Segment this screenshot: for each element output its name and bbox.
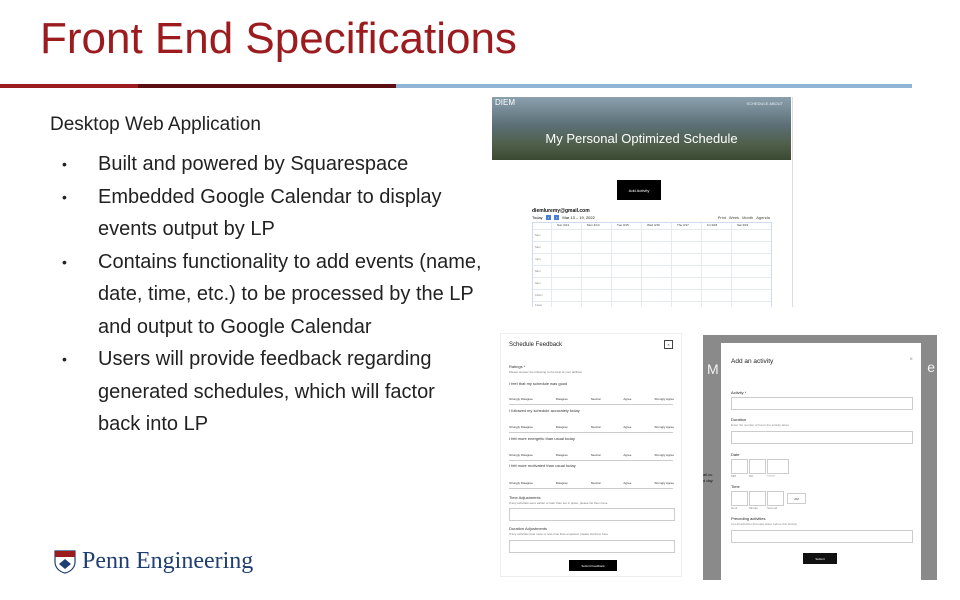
grid-line: [671, 223, 672, 307]
rating-option[interactable]: Strongly Agree: [654, 481, 674, 485]
preceding-hint: List all activities that take place before this activity: [731, 522, 798, 526]
rating-option[interactable]: Agree: [623, 425, 632, 429]
bullet-text: Built and powered by Squarespace: [98, 153, 409, 175]
question-label: I feel that my schedule was good: [509, 381, 568, 386]
rating-option[interactable]: Strongly Agree: [654, 453, 674, 457]
rating-option[interactable]: Strongly Disagree: [509, 425, 533, 429]
rating-option[interactable]: Disagree: [555, 397, 568, 401]
activity-input[interactable]: [731, 397, 913, 410]
hour-label: 5am: [535, 233, 541, 237]
view-print[interactable]: Print: [717, 215, 726, 220]
question-label: I felt more motivated than usual today: [509, 463, 576, 468]
feedback-form-screenshot: [500, 333, 682, 577]
divider: [509, 460, 673, 461]
day-header: Sun 3/13: [557, 223, 570, 227]
time-adjustments-input[interactable]: [509, 508, 675, 521]
divider: [509, 432, 673, 433]
hour-label: 11am: [535, 303, 543, 307]
rating-options: [509, 481, 674, 485]
site-nav[interactable]: SCHEDULE ABOUT: [746, 101, 783, 106]
bullet-marker: •: [62, 253, 67, 270]
bullet-item: [62, 181, 482, 246]
grid-line: [533, 241, 771, 242]
day-header: Mon 3/14: [587, 223, 600, 227]
hero-heading: My Personal Optimized Schedule: [545, 131, 738, 146]
duration-adjustments-input[interactable]: [509, 540, 675, 553]
penn-shield-icon: [54, 550, 76, 574]
grid-line: [533, 265, 771, 266]
rating-option[interactable]: Strongly Agree: [654, 425, 674, 429]
date-year-input[interactable]: [767, 459, 789, 474]
calendar-email: diemluremy@gmail.com: [532, 208, 590, 214]
time-adjustments-label: Time Adjustments: [509, 495, 541, 500]
rating-option[interactable]: Strongly Disagree: [509, 481, 533, 485]
duration-adjustments-label: Duration Adjustments: [509, 526, 548, 531]
date-range: Mar 13 – 19, 2022: [562, 215, 595, 220]
rating-options: [509, 425, 674, 429]
rating-option[interactable]: Agree: [623, 453, 632, 457]
day-header: Wed 3/16: [647, 223, 660, 227]
penn-engineering-logo: [54, 548, 253, 575]
modal-title: Add an activity: [731, 358, 774, 365]
hour-label: 10am: [535, 293, 543, 297]
view-week[interactable]: Week: [728, 215, 740, 220]
bullet-item: [62, 148, 482, 181]
time-minute-caption: Minute: [749, 506, 759, 510]
rating-option[interactable]: Disagree: [555, 425, 568, 429]
ratings-hint: Please answer the following to the best of your abilities: [509, 370, 582, 374]
calendar-nav: [532, 215, 595, 220]
hour-label: 8am: [535, 269, 541, 273]
calendar-grid: [532, 222, 772, 307]
next-week-button[interactable]: ›: [556, 215, 558, 220]
time-second-caption: Second: [767, 506, 778, 510]
add-activity-modal-screenshot: [703, 335, 937, 580]
day-header: Sat 3/19: [737, 223, 749, 227]
ratings-label: Ratings *: [509, 364, 526, 369]
question-label: I followed my schedule accurately today: [509, 408, 580, 413]
bullet-item: [62, 246, 482, 344]
add-activity-button[interactable]: Add Activity: [617, 180, 661, 200]
date-year-caption: YYYY: [767, 474, 776, 478]
background-heading-fragment: M: [707, 361, 719, 377]
grid-line: [611, 223, 612, 307]
bullet-marker: •: [62, 188, 67, 205]
time-second-input[interactable]: [767, 491, 784, 506]
hero-banner: [492, 97, 791, 160]
bullet-marker: •: [62, 156, 67, 172]
rating-option[interactable]: Neutral: [590, 453, 601, 457]
bullet-text: Contains functionality to add events (name, date, time, etc.) to be processed by the LP and output to Google Calendar: [98, 250, 482, 338]
date-month-input[interactable]: [731, 459, 748, 474]
date-label: Date: [731, 452, 740, 457]
ampm-select[interactable]: AM: [787, 493, 806, 504]
time-hour-caption: Hour: [731, 506, 738, 510]
bullet-text: Users will provide feedback regarding generated schedules, which will factor back into LP: [98, 348, 435, 435]
title-rule-red: [0, 84, 138, 88]
time-adjustments-hint: If any activities were earlier or later than set in place, please list them here: [509, 501, 608, 505]
rating-option[interactable]: Strongly Disagree: [509, 453, 533, 457]
grid-line: [731, 223, 732, 307]
rating-option[interactable]: Neutral: [590, 425, 601, 429]
view-month[interactable]: Month: [742, 215, 754, 220]
rating-option[interactable]: Strongly Disagree: [509, 397, 533, 401]
divider: [509, 404, 673, 405]
rating-option[interactable]: Neutral: [590, 397, 601, 401]
preceding-input[interactable]: [731, 530, 913, 543]
close-icon[interactable]: ×: [664, 340, 673, 349]
rating-option[interactable]: Disagree: [555, 453, 568, 457]
divider: [509, 488, 673, 489]
time-hour-input[interactable]: [731, 491, 748, 506]
close-icon[interactable]: ×: [909, 357, 913, 363]
rating-option[interactable]: Agree: [623, 481, 632, 485]
duration-adjustments-hint: If any activities took more or less time than expected, please list them here: [509, 532, 609, 536]
feedback-title: Schedule Feedback: [509, 342, 563, 348]
question-label: I felt more energetic than usual today: [509, 436, 575, 441]
today-button[interactable]: Today: [532, 215, 543, 220]
day-header: Thu 3/17: [677, 223, 689, 227]
day-header: Fri 3/18: [707, 223, 718, 227]
hour-label: 6am: [535, 245, 541, 249]
duration-input[interactable]: [731, 431, 913, 444]
grid-line: [533, 253, 771, 254]
time-label: Time: [731, 484, 740, 489]
day-header: Tue 3/15: [617, 223, 629, 227]
rating-options: [509, 453, 674, 457]
prev-week-button[interactable]: ‹: [547, 215, 550, 220]
grid-line: [533, 277, 771, 278]
bullet-marker: •: [62, 351, 67, 367]
grid-line: [533, 229, 771, 230]
grid-line: [533, 301, 771, 302]
hour-label: 9am: [535, 281, 541, 285]
bullet-item: [62, 343, 482, 441]
subheading: Desktop Web Application: [50, 114, 261, 135]
grid-line: [551, 223, 552, 307]
title-rule-blue: [396, 84, 912, 88]
rating-options: [509, 397, 674, 401]
logo-text: Penn Engineering: [82, 548, 254, 574]
date-month-caption: MM: [731, 474, 736, 478]
hour-label: 7am: [535, 257, 541, 261]
rating-option[interactable]: Neutral: [590, 481, 601, 485]
duration-label: Duration: [731, 417, 747, 422]
time-minute-input[interactable]: [749, 491, 766, 506]
preceding-label: Preceding activities: [731, 516, 766, 521]
grid-line: [581, 223, 582, 307]
embedded-calendar: [532, 208, 770, 307]
grid-line: [641, 223, 642, 307]
background-text-fragment: d day: [703, 478, 713, 483]
bullet-text: Embedded Google Calendar to display events output by LP: [98, 185, 442, 240]
rating-option[interactable]: Agree: [623, 397, 632, 401]
submit-feedback-button[interactable]: Submit Feedback: [569, 560, 617, 571]
slide-title: Front End Specifications: [40, 14, 517, 63]
date-day-caption: DD: [749, 474, 754, 478]
rating-option[interactable]: Strongly Agree: [654, 397, 674, 401]
rating-option[interactable]: Disagree: [555, 481, 568, 485]
grid-line: [701, 223, 702, 307]
activity-label: Activity *: [731, 390, 747, 395]
site-brand[interactable]: DIEM: [495, 98, 515, 107]
calendar-views: [718, 215, 770, 220]
calendar-page-screenshot: [492, 97, 793, 307]
duration-hint: Enter the number of hours the activity takes: [731, 423, 789, 427]
view-agenda[interactable]: Agenda: [756, 215, 770, 220]
background-text-fragment: ail.co: [703, 472, 713, 477]
grid-line: [533, 289, 771, 290]
background-heading-fragment: e: [927, 359, 935, 375]
date-day-input[interactable]: [749, 459, 766, 474]
title-rule-dark: [138, 84, 396, 88]
add-activity-modal: [721, 343, 921, 580]
submit-activity-button[interactable]: Submit: [803, 553, 837, 564]
bullet-list: [62, 148, 482, 441]
